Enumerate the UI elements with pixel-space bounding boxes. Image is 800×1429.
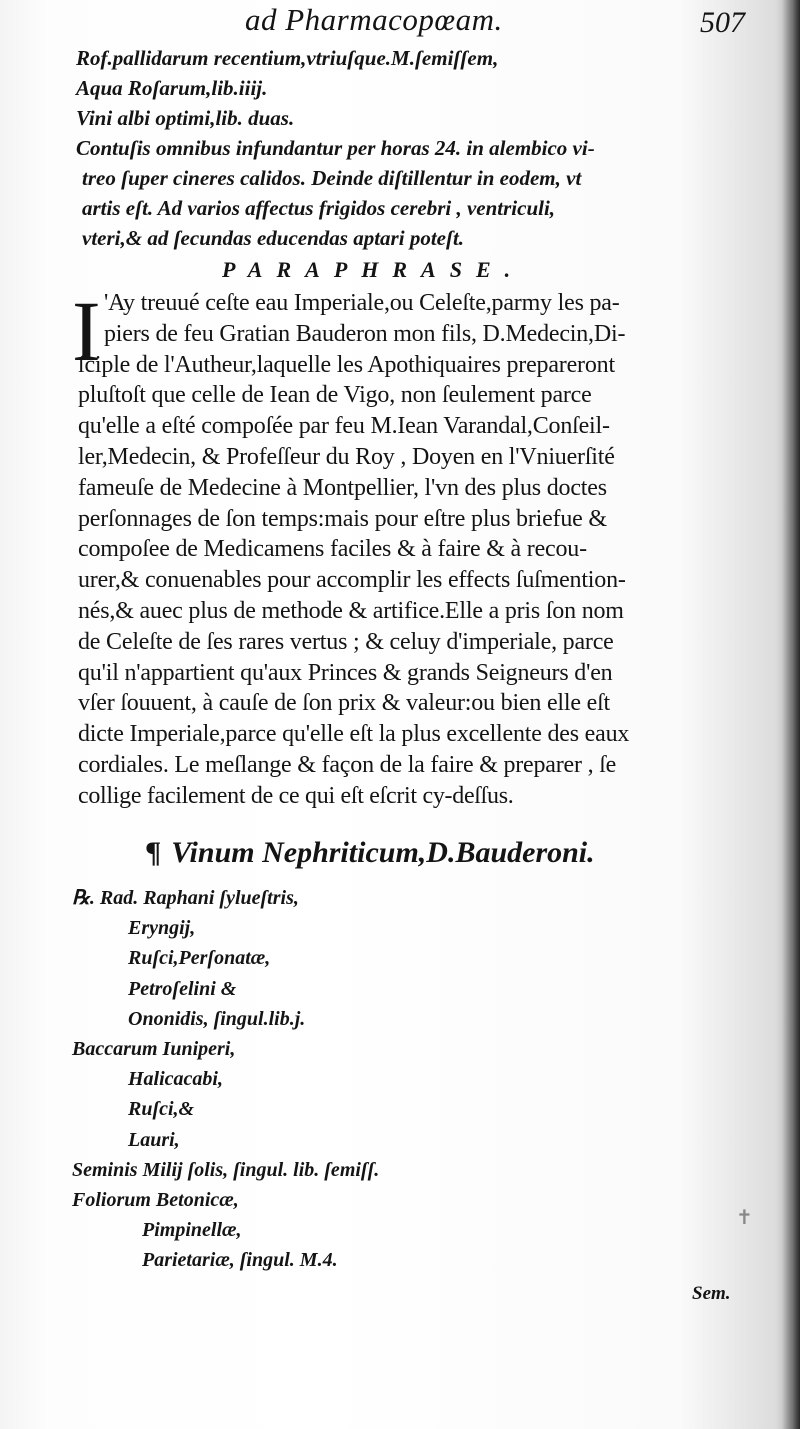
paraphrase-line: urer,& conuenables pour accomplir les effects ſuſmention- xyxy=(78,567,626,594)
pilcrow-icon: ¶ xyxy=(145,836,162,869)
recipe-line: Rof.pallidarum recentium,vtriuſque.M.ſemiſſem, xyxy=(76,46,499,70)
prescription-line: Foliorum Betonicæ, xyxy=(72,1188,239,1211)
paraphrase-line: fameuſe de Medecine à Montpellier, l'vn des plus doctes xyxy=(78,474,607,501)
prescription-line: Halicacabi, xyxy=(128,1068,223,1091)
prescription-line: Baccarum Iuniperi, xyxy=(72,1037,236,1060)
drop-cap: I xyxy=(72,283,101,379)
catchword: Sem. xyxy=(692,1283,731,1304)
section-heading-text: Vinum Nephriticum,D.Bauderoni. xyxy=(171,836,595,869)
paraphrase-line: piers de feu Gratian Bauderon mon fils, D.Medecin,Di- xyxy=(104,320,626,347)
running-title: ad Pharmacopœam. xyxy=(245,2,503,37)
paraphrase-line: vſer ſouuent, à cauſe de ſon prix & valeur:ou bien elle eſt xyxy=(78,690,611,717)
paraphrase-line: compoſee de Medicamens faciles & à faire & à recou- xyxy=(78,536,587,563)
recipe-line: Aqua Roſarum,lib.iiij. xyxy=(76,76,268,100)
margin-pen-mark: ✝ xyxy=(736,1207,753,1229)
paraphrase-heading: PARAPHRASE. xyxy=(222,257,525,282)
paraphrase-line: ler,Medecin, & Profeſſeur du Roy , Doyen en l'Vniuerſité xyxy=(78,443,615,470)
prescription-line: Ononidis, ſingul.lib.j. xyxy=(128,1007,306,1030)
recipe-block xyxy=(76,43,766,253)
recipe-line: treo ſuper cineres calidos. Deinde diſtillentur in eodem, vt xyxy=(82,166,582,190)
recipe-line: Vini albi optimi,lib. duas. xyxy=(76,106,295,130)
paraphrase-line: nés,& auec plus de methode & artifice.Elle a pris ſon nom xyxy=(78,597,624,624)
page-gutter-shadow xyxy=(782,0,800,1429)
prescription-line: Pimpinellæ, xyxy=(142,1219,242,1242)
paraphrase-line: de Celeſte de ſes rares vertus ; & celuy d'imperiale, parce xyxy=(78,628,614,655)
prescription-list xyxy=(72,883,752,1275)
paraphrase-line: pluſtoſt que celle de Iean de Vigo, non ſeulement parce xyxy=(78,382,592,409)
prescription-line: Ruſci,& xyxy=(128,1098,195,1121)
prescription-line: Parietariæ, ſingul. M.4. xyxy=(142,1249,338,1272)
recipe-line: Contuſis omnibus infundantur per horas 24. in alembico vi- xyxy=(76,136,595,160)
prescription-line: ℞. Rad. Raphani ſylueſtris, xyxy=(72,887,299,909)
recipe-line: vteri,& ad ſecundas educendas aptari poteſt. xyxy=(82,226,465,250)
paraphrase-line: cordiales. Le meſlange & façon de la faire & preparer , ſe xyxy=(78,751,617,778)
prescription-line: Lauri, xyxy=(128,1128,180,1151)
prescription-line: Seminis Milij ſolis, ſingul. lib. ſemiſſ. xyxy=(72,1158,380,1181)
paraphrase-line: ſciple de l'Autheur,laquelle les Apothiquaires prepareront xyxy=(78,351,615,378)
paraphrase-line: collige facilement de ce qui eſt eſcrit cy-deſſus. xyxy=(78,782,514,809)
prescription-line: Eryngij, xyxy=(128,917,196,940)
paraphrase-line: qu'elle a eſté compoſée par feu M.Iean Varandal,Conſeil- xyxy=(78,413,610,440)
paraphrase-line: dicte Imperiale,parce qu'elle eſt la plus excellente des eaux xyxy=(78,721,630,748)
paraphrase-line: 'Ay treuué ceſte eau Imperiale,ou Celeſte,parmy les pa- xyxy=(104,290,620,316)
prescription-line: Ruſci,Perſonatæ, xyxy=(128,947,271,970)
prescription-line: Petroſelini & xyxy=(128,977,237,1000)
paraphrase-line: qu'il n'appartient qu'aux Princes & grands Seigneurs d'en xyxy=(78,659,613,686)
paraphrase-paragraph xyxy=(78,288,768,812)
page-number: 507 xyxy=(700,6,745,39)
paraphrase-line: perſonnages de ſon temps:mais pour eſtre plus briefue & xyxy=(78,505,607,532)
recipe-line: artis eſt. Ad varios affectus frigidos cerebri , ventriculi, xyxy=(82,196,556,220)
section-heading xyxy=(145,836,595,870)
